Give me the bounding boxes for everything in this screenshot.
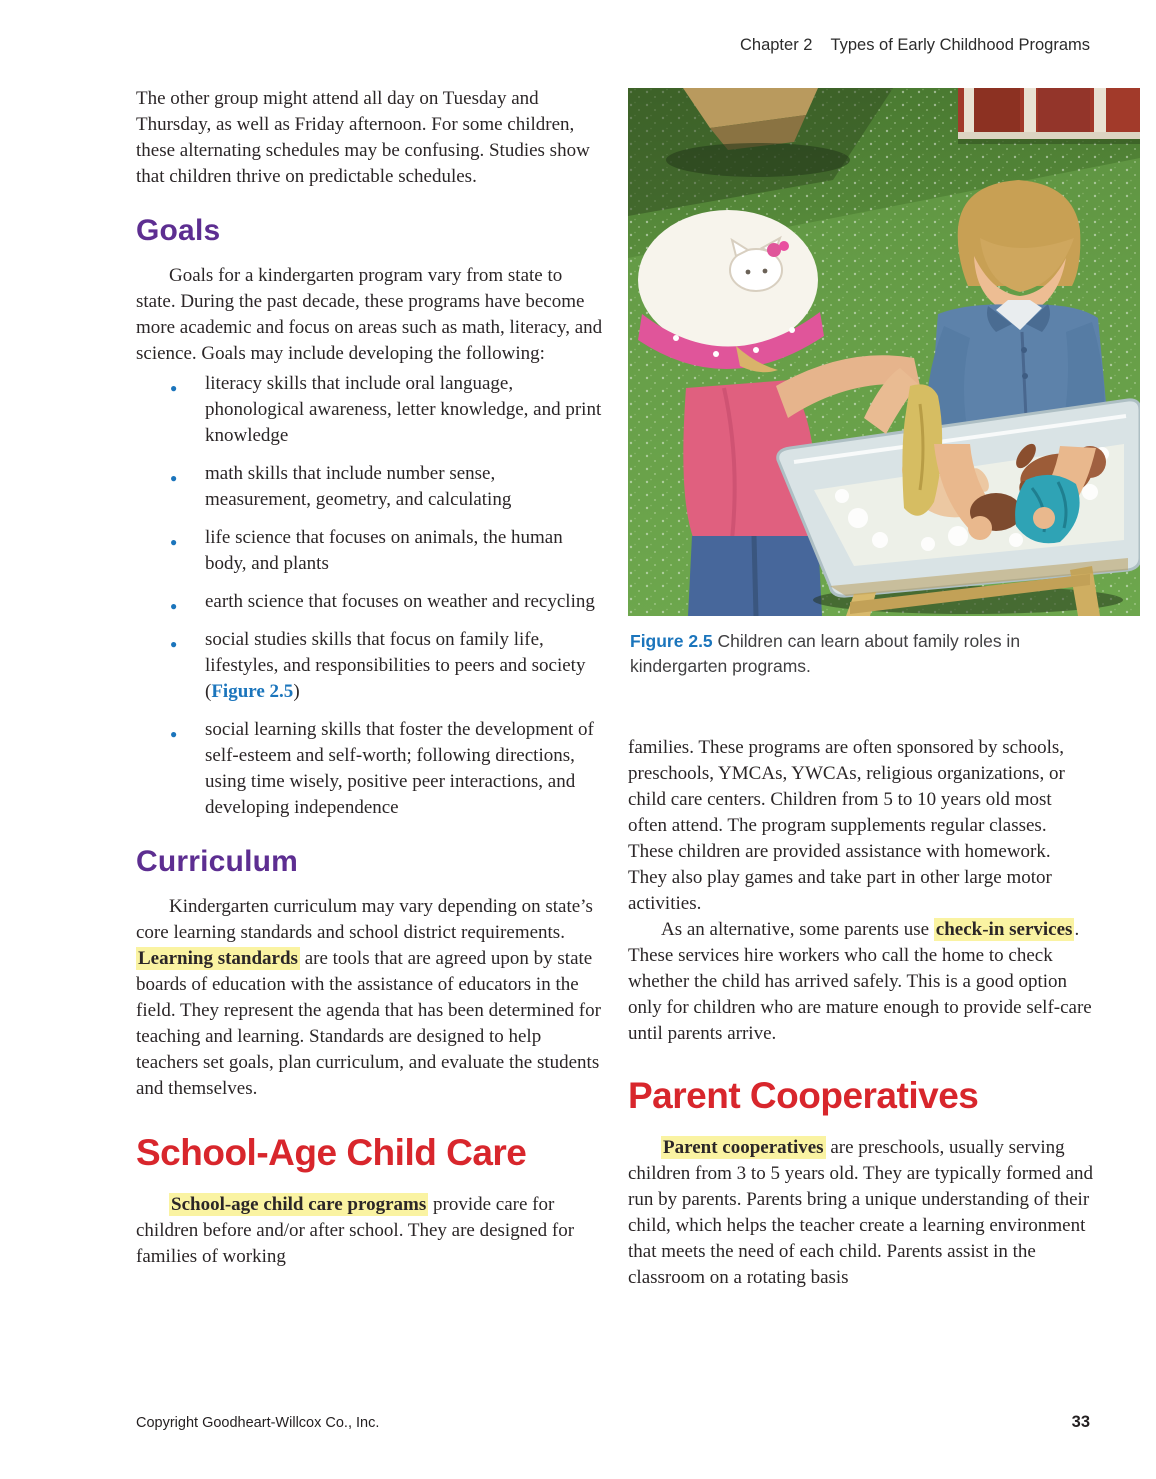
figure-2-5-photo [628,88,1140,616]
paragraph-text: are tools that are agreed upon by state boards of education with the assistance of educators in the field. They represent the agenda that has been determined for teaching and learning. Standards are designed to help teachers set goals, plan curriculum, and evaluate the students and themselves. [136,948,601,1099]
paragraph-text: As an alternative, some parents use [661,919,934,940]
paragraph-text: provide care for children before and/or after school. They are designed for families of working [136,1194,575,1267]
running-head [740,36,1090,55]
curriculum-paragraph [136,894,604,1102]
key-term-check-in-services: check-in services [935,919,1073,940]
key-term-school-age-programs: School-age child care programs [171,1194,427,1215]
list-item [205,627,604,705]
paragraph-text: Kindergarten curriculum may vary depending on state’s core learning standards and school district requirements. [136,896,593,943]
figure-caption-label: Figure 2.5 [630,631,713,651]
bullet-text: life science that focuses on animals, the human body, and plants [205,527,563,574]
bullet-text: social studies skills that focus on family life, lifestyles, and responsibilities to peers and society ( [205,629,586,702]
key-term-parent-cooperatives: Parent cooperatives [663,1137,824,1158]
key-term-learning-standards: Learning standards [138,948,298,969]
figure-caption [630,629,1122,679]
chapter-title: Types of Early Childhood Programs [830,36,1090,54]
school-age-paragraph [136,1192,604,1270]
paragraph-text: . These services hire workers who call the home to check whether the child has arrived safely. This is a good option only for children who are mature enough to provide self-care until parents arrive. [628,919,1092,1044]
parent-cooperatives-paragraph [628,1135,1094,1291]
parent-cooperatives-heading: Parent Cooperatives [628,1075,979,1116]
bullet-text: earth science that focuses on weather and recycling [205,591,595,612]
copyright-notice: Copyright Goodheart-Willcox Co., Inc. [136,1415,380,1431]
curriculum-heading: Curriculum [136,845,299,878]
list-item [205,525,604,577]
page-footer [136,1413,1090,1432]
goals-bullet-list [136,371,604,821]
bullet-text: literacy skills that include oral language, phonological awareness, letter knowledge, and print knowledge [205,373,602,446]
figure-2-5 [628,88,1140,679]
list-item [205,717,604,821]
bullet-text: ) [293,681,300,702]
school-age-heading: School-Age Child Care [136,1132,527,1173]
list-item [205,371,604,449]
right-column [628,88,1140,1291]
left-column [136,86,604,1270]
intro-paragraph: The other group might attend all day on Tuesday and Thursday, as well as Friday afternoon. For some children, these alternating schedules may be confusing. Studies show that children thrive on predictable schedules. [136,88,590,187]
chapter-label: Chapter 2 [739,36,813,54]
figure-reference: Figure 2.5 [211,681,294,702]
bullet-text: social learning skills that foster the development of self-esteem and self-worth; following directions, using time wisely, positive peer interactions, and developing independence [205,719,594,818]
bullet-text: math skills that include number sense, measurement, geometry, and calculating [205,463,512,510]
paragraph-text: are preschools, usually serving children from 3 to 5 years old. They are typically formed and run by parents. Parents bring a unique understanding of their child, which helps the teacher create a learning environment that meets the need of each child. Parents assist in the classroom on a rotating basis [628,1137,1093,1288]
list-item [205,461,604,513]
right-column-text [628,735,1094,1291]
checkin-paragraph [628,917,1094,1047]
families-paragraph: families. These programs are often sponsored by schools, preschools, YMCAs, YWCAs, religious organizations, or child care centers. Children from 5 to 10 years old most often attend. The program supplements regular classes. These children are provided assistance with homework. They also play games and take part in other large motor activities. [628,737,1065,914]
goals-heading: Goals [136,214,221,247]
page-number: 33 [1071,1413,1090,1431]
figure-caption-text: Children can learn about family roles in kindergarten programs. [630,631,1021,676]
goals-paragraph: Goals for a kindergarten program vary from state to state. During the past decade, these programs have become more academic and focus on areas such as math, literacy, and science. Goals may include developing the following: [136,265,603,364]
list-item [205,589,604,615]
